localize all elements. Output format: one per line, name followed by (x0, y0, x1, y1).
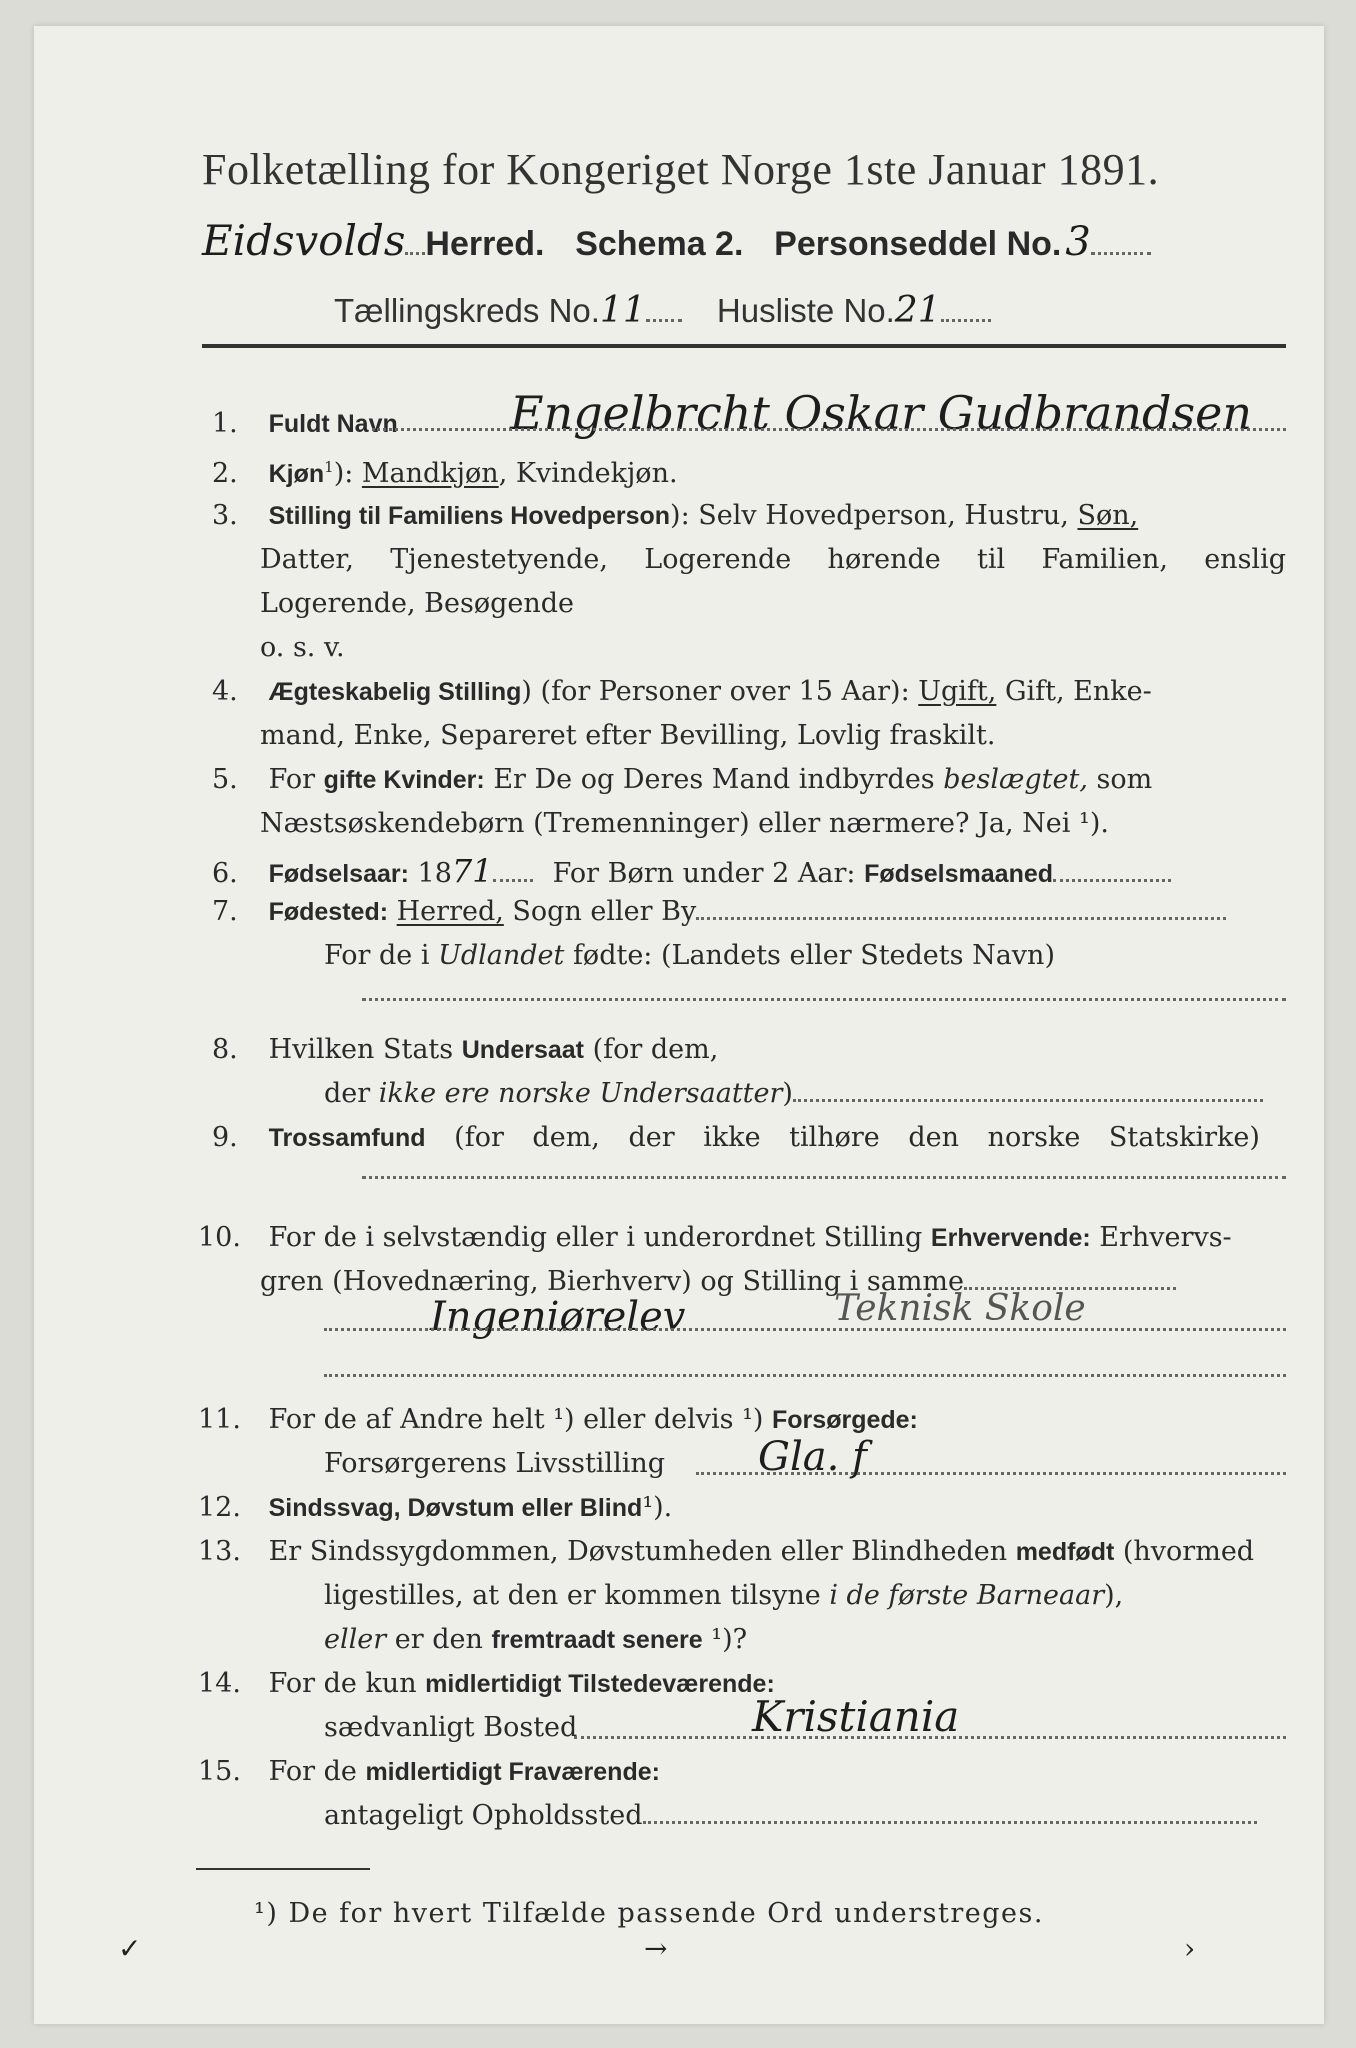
form-title: Folketælling for Kongeriget Norge 1ste Januar 1891. (202, 145, 1160, 194)
decorative-mark: › (1184, 1932, 1196, 1965)
field-occupation (198, 1222, 1232, 1253)
field-number: 4. (212, 676, 238, 707)
occupation-value: Ingeniørelev (430, 1294, 686, 1340)
field-text: er den (386, 1624, 492, 1655)
field-label: Ægteskabelig Stilling (268, 678, 522, 706)
dotted-line (372, 428, 1286, 431)
field-label: medfødt (1015, 1538, 1115, 1566)
kreds-value: 11 (599, 290, 646, 331)
dotted-line (362, 998, 1286, 1001)
field-text: , Kvindekjøn. (498, 458, 678, 489)
herred-row (202, 216, 1151, 265)
field-text: (hvormed (1114, 1536, 1255, 1567)
dotted-line (493, 871, 533, 882)
schema-label: Schema 2. (575, 225, 744, 263)
field-full-name (212, 408, 398, 439)
field-congenital (198, 1536, 1254, 1567)
kreds-label: Tællingskreds No. (334, 292, 600, 329)
field-text: ): Selv Hovedperson, Hustru, (670, 500, 1078, 531)
dotted-line (1091, 244, 1151, 255)
field-congenital-line2 (324, 1580, 1123, 1611)
field-number: 9. (212, 1122, 238, 1153)
field-text: ), (1104, 1580, 1124, 1611)
field-label: Forsørgede: (772, 1406, 918, 1434)
field-label: Trossamfund (268, 1124, 426, 1152)
dotted-line (696, 909, 1226, 920)
field-number: 13. (198, 1536, 241, 1567)
field-text: o. s. v. (260, 632, 345, 663)
field-text: mand, Enke, Separeret efter Bevilling, Lovlig fraskilt. (260, 720, 996, 751)
footnote-ref: 1 (324, 458, 334, 476)
field-text: Næstsøskendebørn (Tremenninger) eller nærmere? Ja, Nei ¹). (260, 808, 1109, 839)
field-married-women (212, 764, 1152, 795)
decorative-mark: → (644, 1932, 668, 1965)
field-text: gren (Hovednæring, Bierhverv) og Stilling i samme (260, 1266, 965, 1297)
field-text-italic: eller (324, 1624, 387, 1655)
field-temporary-present (198, 1668, 775, 1699)
herred-underlined: Herred, (396, 896, 504, 927)
field-text: Er De og Deres Mand indbyrdes (484, 764, 944, 795)
field-number: 14. (198, 1668, 241, 1699)
field-text: Datter, Tjenestetyende, Logerende hørende til Familien, enslig (260, 544, 1286, 575)
field-whereabouts (324, 1800, 1257, 1831)
field-text-italic: Udlandet (438, 940, 565, 971)
field-label: Stilling til Familiens Hovedperson (268, 502, 671, 530)
field-gender (212, 458, 678, 489)
decorative-mark: ✓ (118, 1932, 142, 1965)
field-number: 2. (212, 458, 238, 489)
dotted-line (696, 1472, 1286, 1475)
field-citizenship (212, 1034, 718, 1065)
field-text: Logerende, Besøgende (260, 588, 574, 619)
dotted-line (362, 1176, 1286, 1179)
dotted-line (646, 311, 682, 322)
field-text: ¹). (642, 1492, 673, 1523)
field-disability (198, 1492, 672, 1523)
field-text: der (324, 1078, 379, 1109)
occupation-value-2: Teknisk Skole (834, 1288, 1086, 1329)
field-birth-year (212, 852, 1171, 890)
field-text: For de (268, 1756, 366, 1787)
provider-value: Gla. f (758, 1434, 867, 1480)
birth-year-prefix: 18 (417, 858, 452, 889)
field-number: 11. (198, 1404, 241, 1435)
gender-male-underlined: Mandkjøn (361, 458, 499, 489)
field-text: For de i (324, 940, 439, 971)
field-text: Erhvervs- (1090, 1222, 1232, 1253)
field-text: For de kun (268, 1668, 426, 1699)
field-label: midlertidigt Fraværende: (365, 1758, 660, 1786)
field-abroad (324, 940, 1055, 971)
field-temporary-absent (198, 1756, 660, 1787)
herred-label: Herred. (425, 225, 545, 263)
footnote: ¹) De for hvert Tilfælde passende Ord understreges. (254, 1898, 1044, 1929)
birth-year-value: 71 (451, 852, 493, 890)
field-text: Sogn eller By (503, 896, 697, 927)
field-number: 1. (212, 408, 238, 439)
field-number: 10. (198, 1222, 241, 1253)
field-marital-status (212, 676, 1152, 707)
field-text: (for dem, (583, 1034, 719, 1065)
dotted-line (324, 1328, 1286, 1331)
field-label: Kjøn (268, 460, 325, 488)
field-label: Fødselsmaaned (864, 860, 1054, 888)
field-text: ) (for Personer over 15 Aar): (521, 676, 919, 707)
field-text-italic: ikke ere norske Undersaatter (378, 1078, 783, 1109)
field-number: 6. (212, 858, 238, 889)
field-text: (for dem, der ikke tilhøre den norske Statskirke) (425, 1122, 1260, 1153)
field-label: gifte Kvinder: (323, 766, 485, 794)
field-text: ¹)? (702, 1624, 748, 1655)
field-number: 3. (212, 500, 238, 531)
field-text: Er Sindssygdommen, Døvstumheden eller Blindheden (268, 1536, 1016, 1567)
field-religion (212, 1122, 1286, 1153)
field-text: ligestilles, at den er kommen tilsyne (324, 1580, 830, 1611)
personseddel-label: Personseddel No. (774, 225, 1062, 263)
field-number: 5. (212, 764, 238, 795)
field-text-italic: i de første Barneaar (829, 1580, 1105, 1611)
field-text: som (1087, 764, 1153, 795)
field-family-position (212, 500, 1138, 531)
field-text: antageligt Opholdssted (324, 1800, 643, 1831)
herred-value: Eidsvolds (202, 216, 406, 265)
census-form-page (34, 26, 1324, 2024)
full-name-value: Engelbrcht Oskar Gudbrandsen (510, 386, 1252, 440)
dotted-line (1053, 871, 1171, 882)
field-text: For de i selvstændig eller i underordnet Stilling (268, 1222, 931, 1253)
field-label: Fødselsaar: (268, 860, 409, 888)
dotted-line (405, 244, 425, 255)
field-number: 7. (212, 896, 238, 927)
unmarried-underlined: Ugift, (918, 676, 997, 707)
field-text: For (268, 764, 324, 795)
field-text: For de af Andre helt ¹) eller delvis ¹) (268, 1404, 773, 1435)
husliste-value: 21 (894, 290, 941, 331)
dotted-line (643, 1813, 1257, 1824)
field-citizenship-line2 (324, 1078, 1263, 1109)
footnote-rule (196, 1868, 370, 1870)
field-number: 8. (212, 1034, 238, 1065)
field-text: fødte: (Landets eller Stedets Navn) (564, 940, 1055, 971)
field-text: Hvilken Stats (268, 1034, 462, 1065)
field-number: 12. (198, 1492, 241, 1523)
field-provider (324, 1448, 665, 1479)
field-label: Undersaat (461, 1036, 584, 1064)
field-residence (324, 1712, 577, 1743)
header-rule (202, 344, 1286, 348)
field-label: Erhvervende: (930, 1224, 1091, 1252)
dotted-line (941, 311, 991, 322)
field-text: ) (782, 1078, 793, 1109)
dotted-line (324, 1374, 1286, 1377)
field-text: sædvanligt Bosted (324, 1712, 578, 1743)
field-label: midlertidigt Tilstedeværende: (425, 1670, 775, 1698)
field-dependents (198, 1404, 918, 1435)
field-text: Forsørgerens Livsstilling (324, 1448, 666, 1479)
kreds-row (334, 290, 991, 331)
field-number: 15. (198, 1756, 241, 1787)
personseddel-value: 3 (1065, 219, 1091, 265)
residence-value: Kristiania (752, 1692, 960, 1741)
field-text: ): (333, 458, 362, 489)
field-label: Sindssvag, Døvstum eller Blind (268, 1494, 643, 1522)
dotted-line (574, 1736, 1286, 1739)
field-congenital-line3 (324, 1624, 747, 1655)
field-label: fremtraadt senere (491, 1626, 703, 1654)
field-text: Gift, Enke- (996, 676, 1152, 707)
dotted-line (793, 1091, 1263, 1102)
field-text-italic: beslægtet, (943, 764, 1088, 795)
field-label: Fødested: (268, 898, 389, 926)
son-underlined: Søn, (1077, 500, 1139, 531)
field-label: Fuldt Navn (268, 410, 398, 438)
field-text: For Børn under 2 Aar: (552, 858, 865, 889)
husliste-label: Husliste No. (716, 292, 895, 329)
field-birthplace (212, 896, 1226, 927)
